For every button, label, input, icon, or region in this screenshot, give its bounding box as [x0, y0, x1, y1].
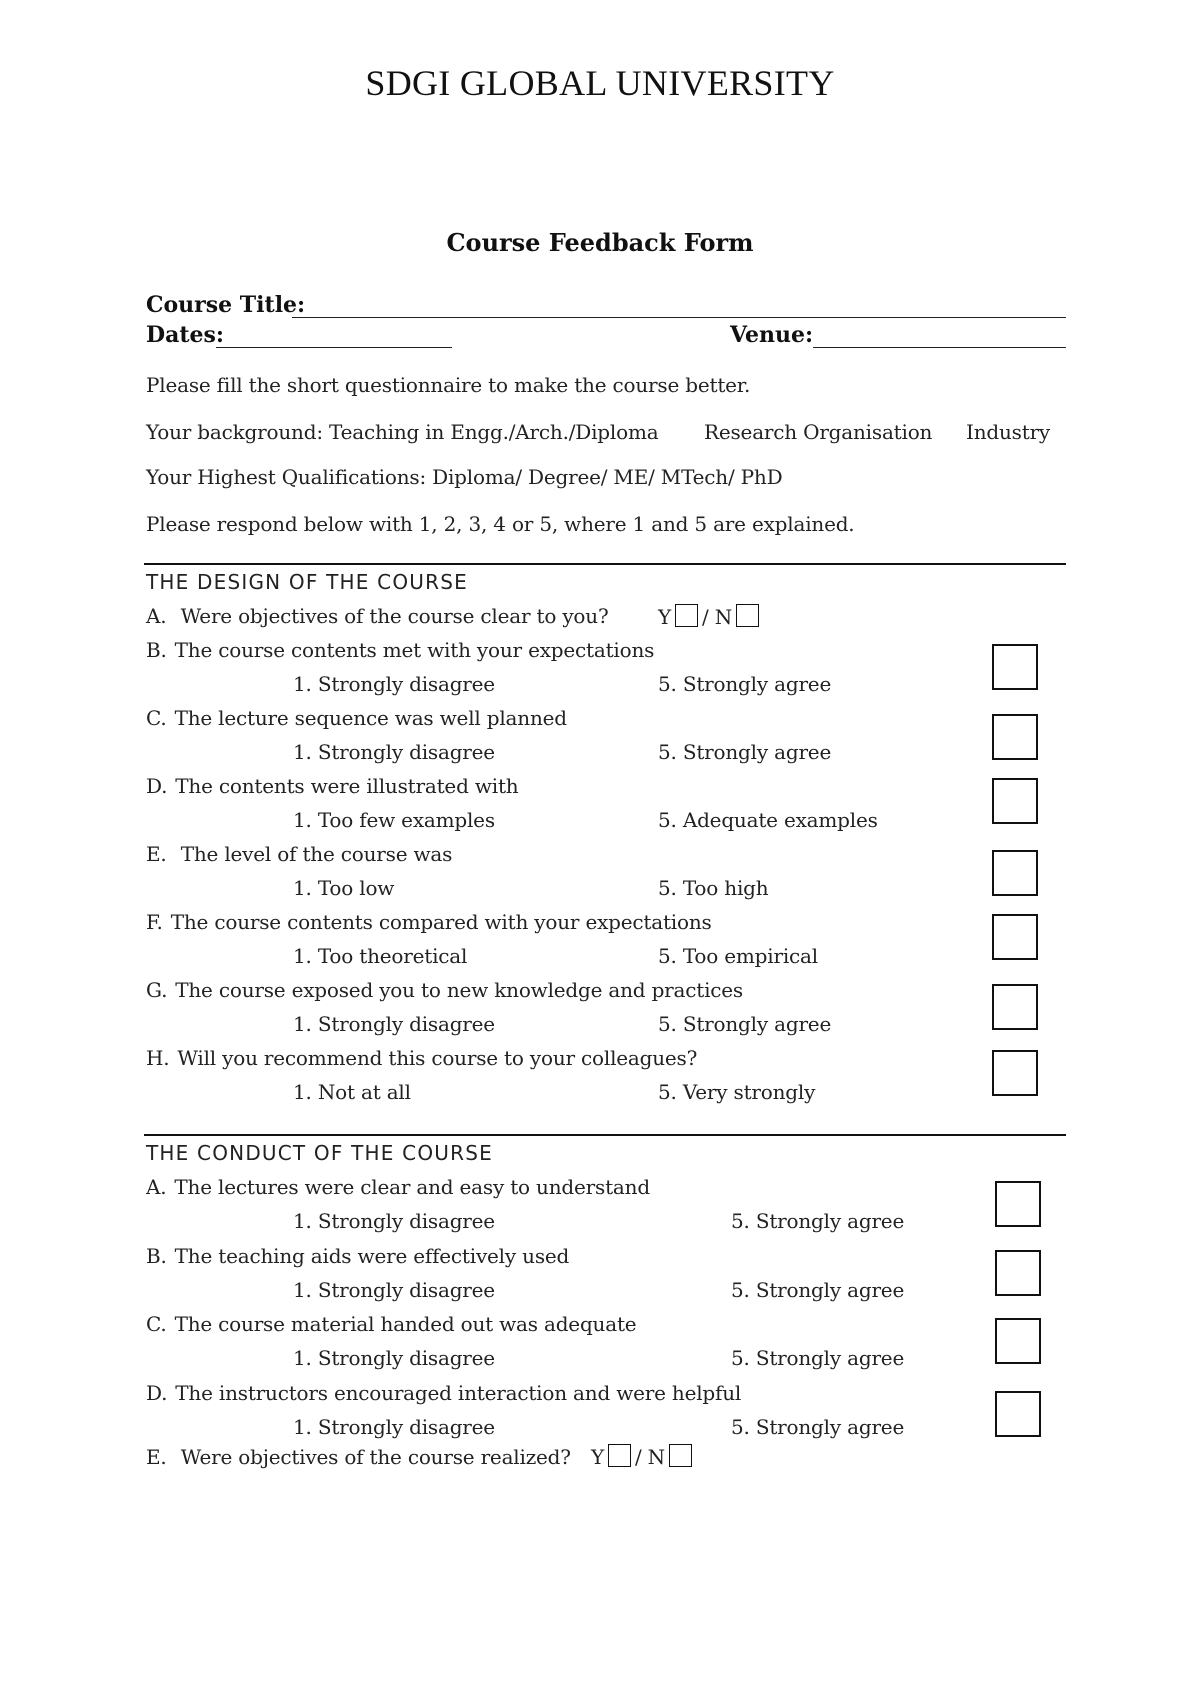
scale-high-label: 5. Strongly agree	[658, 1012, 832, 1036]
question-text: The lecture sequence was well planned	[174, 706, 567, 730]
scale-low-label: 1. Too low	[293, 876, 395, 900]
question-letter: B.	[146, 1243, 167, 1268]
rating-box[interactable]	[992, 778, 1038, 824]
respond-note: Please respond below with 1, 2, 3, 4 or 5, where 1 and 5 are explained.	[146, 512, 855, 536]
background-industry: Industry	[966, 420, 1051, 444]
question-f	[146, 910, 712, 934]
no-label: / N	[634, 1445, 665, 1469]
yes-checkbox[interactable]	[675, 604, 698, 627]
question-letter: H.	[146, 1046, 170, 1070]
question-letter: C.	[146, 1312, 167, 1336]
qualification-line: Your Highest Qualifications: Diploma/ Degree/ ME/ MTech/ PhD	[146, 465, 783, 489]
question-letter: D.	[146, 1380, 168, 1405]
rating-box[interactable]	[995, 1318, 1041, 1364]
scale-low-label: 1. Not at all	[293, 1080, 411, 1104]
university-name: SDGI GLOBAL UNIVERSITY	[365, 63, 835, 103]
venue-field[interactable]	[813, 347, 1066, 348]
section-divider-conduct	[144, 1134, 1066, 1136]
rating-box[interactable]	[992, 714, 1038, 760]
design-question-a	[146, 604, 608, 628]
question-letter: B.	[146, 638, 167, 662]
question-text: The instructors encouraged interaction and were helpful	[175, 1380, 742, 1405]
question-c	[146, 1312, 636, 1336]
scale-high-label: 5. Strongly agree	[731, 1414, 905, 1439]
yes-label: Y	[590, 1445, 604, 1469]
no-checkbox[interactable]	[669, 1444, 692, 1467]
dates-field[interactable]	[216, 347, 452, 348]
conduct-question-e	[146, 1444, 696, 1469]
question-letter: A.	[146, 1175, 167, 1199]
rating-box[interactable]	[995, 1250, 1041, 1296]
section-divider-design	[144, 563, 1066, 565]
scale-high-label: 5. Strongly agree	[731, 1209, 905, 1233]
rating-box[interactable]	[992, 1050, 1038, 1096]
question-letter: E.	[146, 842, 167, 866]
venue-label: Venue:	[730, 322, 814, 348]
question-h	[146, 1046, 697, 1070]
design-section-title: THE DESIGN OF THE COURSE	[146, 570, 468, 594]
conduct-section-title: THE CONDUCT OF THE COURSE	[146, 1141, 493, 1165]
rating-box[interactable]	[992, 914, 1038, 960]
question-d	[146, 774, 518, 798]
yes-checkbox[interactable]	[608, 1444, 631, 1467]
question-b	[146, 638, 654, 662]
question-text: Were objectives of the course realized?	[180, 1445, 571, 1469]
rating-box[interactable]	[995, 1181, 1041, 1227]
form-title: Course Feedback Form	[446, 228, 754, 257]
question-e	[146, 842, 452, 866]
question-letter: A.	[146, 604, 167, 628]
scale-high-label: 5. Strongly agree	[658, 672, 832, 696]
scale-low-label: 1. Strongly disagree	[293, 1414, 495, 1439]
scale-low-label: 1. Strongly disagree	[293, 1209, 495, 1233]
question-letter: F.	[146, 910, 163, 934]
course-title-field[interactable]	[292, 317, 1066, 318]
question-text: The course contents compared with your expectations	[170, 910, 712, 934]
question-c	[146, 706, 567, 730]
rating-box[interactable]	[995, 1391, 1041, 1437]
scale-high-label: 5. Too high	[658, 876, 769, 900]
scale-low-label: 1. Strongly disagree	[293, 1277, 495, 1302]
scale-high-label: 5. Too empirical	[658, 944, 818, 968]
scale-low-label: 1. Strongly disagree	[293, 740, 495, 764]
scale-low-label: 1. Strongly disagree	[293, 1012, 495, 1036]
question-letter: G.	[146, 978, 168, 1002]
course-title-label: Course Title:	[146, 292, 306, 318]
scale-low-label: 1. Too theoretical	[293, 944, 468, 968]
design-yes-no	[658, 604, 763, 629]
scale-low-label: 1. Too few examples	[293, 808, 495, 832]
question-text: The lectures were clear and easy to understand	[174, 1175, 650, 1199]
rating-box[interactable]	[992, 984, 1038, 1030]
scale-low-label: 1. Strongly disagree	[293, 1346, 495, 1370]
question-text: The course material handed out was adequate	[174, 1312, 637, 1336]
rating-box[interactable]	[992, 644, 1038, 690]
scale-low-label: 1. Strongly disagree	[293, 672, 495, 696]
intro-instruction: Please fill the short questionnaire to make the course better.	[146, 373, 751, 397]
background-research: Research Organisation	[704, 420, 933, 444]
question-letter: D.	[146, 774, 168, 798]
question-text: The teaching aids were effectively used	[174, 1243, 570, 1268]
question-a	[146, 1175, 650, 1199]
question-d	[146, 1381, 741, 1405]
question-text: The course contents met with your expectations	[174, 638, 655, 662]
question-text: The contents were illustrated with	[175, 774, 519, 798]
scale-high-label: 5. Strongly agree	[658, 740, 832, 764]
no-checkbox[interactable]	[736, 604, 759, 627]
rating-box[interactable]	[992, 850, 1038, 896]
question-text: The course exposed you to new knowledge and practices	[175, 978, 743, 1002]
question-b	[146, 1244, 569, 1268]
question-letter: E.	[146, 1445, 167, 1469]
question-text: Were objectives of the course clear to you?	[180, 604, 609, 628]
scale-high-label: 5. Adequate examples	[658, 808, 878, 832]
scale-high-label: 5. Strongly agree	[731, 1346, 905, 1370]
dates-label: Dates:	[146, 322, 224, 348]
question-text: The level of the course was	[174, 842, 453, 866]
question-letter: C.	[146, 706, 167, 730]
question-g	[146, 978, 743, 1002]
background-teaching: Your background: Teaching in Engg./Arch./Diploma	[146, 420, 659, 444]
scale-high-label: 5. Very strongly	[658, 1080, 816, 1104]
question-text: Will you recommend this course to your colleagues?	[177, 1046, 698, 1070]
no-label: / N	[702, 605, 733, 629]
yes-label: Y	[658, 605, 672, 629]
scale-high-label: 5. Strongly agree	[731, 1277, 905, 1302]
